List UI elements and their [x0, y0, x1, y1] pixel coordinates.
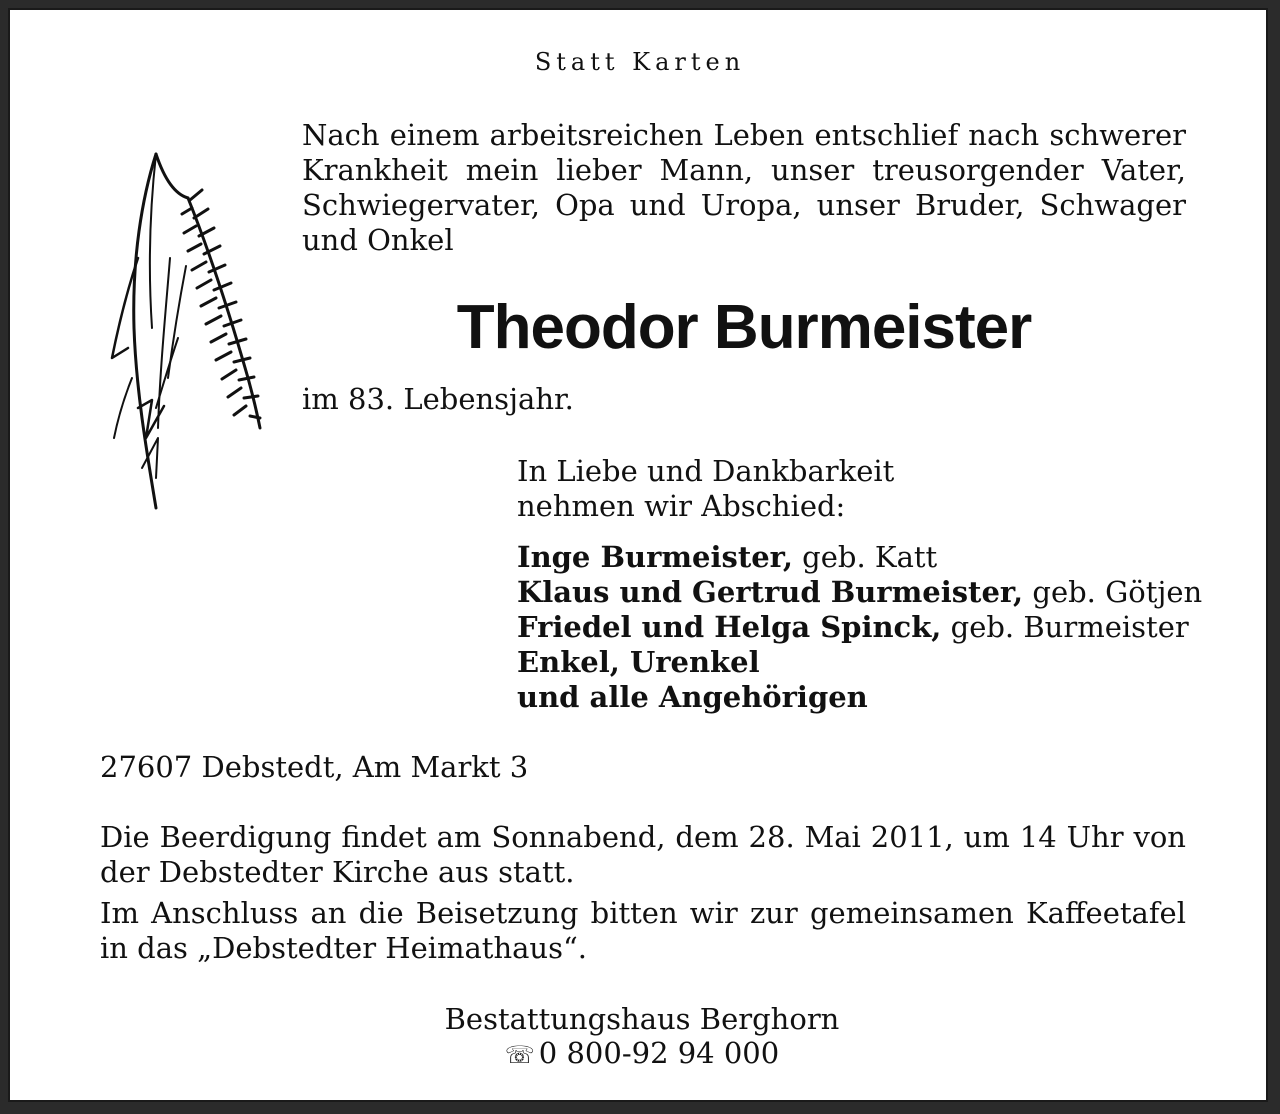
- farewell-text: [517, 454, 894, 524]
- mourner-entry: [517, 610, 1202, 645]
- age-line: im 83. Lebensjahr.: [302, 382, 574, 416]
- mourner-suffix: geb. Götjen: [1023, 575, 1203, 609]
- mourner-entry: [517, 680, 1202, 715]
- undertaker-phone: 0 800-92 94 000: [538, 1036, 780, 1070]
- undertaker-name: Bestattungshaus Berghorn: [444, 1002, 840, 1036]
- statt-karten-heading: Statt Karten: [534, 48, 746, 76]
- farewell-line: In Liebe und Dankbarkeit: [517, 454, 895, 488]
- deceased-name: Theodor Burmeister: [456, 293, 1032, 362]
- mourners-list: [517, 540, 1202, 715]
- farewell-line: nehmen wir Abschied:: [517, 489, 846, 523]
- funeral-text: Die Beerdigung findet am Sonnabend, dem 28. Mai 2011, um 14 Uhr von der Debstedter Kirche aus statt.: [100, 820, 1186, 889]
- mourner-name: Friedel und Helga Spinck,: [517, 610, 942, 644]
- telephone-icon: ☏: [504, 1041, 535, 1069]
- coffee-text: Im Anschluss an die Beisetzung bitten wir zur gemeinsamen Kaffeetafel in das „Debstedter Heimathaus“.: [100, 896, 1186, 965]
- mourner-name: Enkel, Urenkel: [517, 645, 760, 679]
- wheat-ear-icon: [98, 138, 278, 518]
- mourner-suffix: geb. Katt: [792, 540, 938, 574]
- mourner-entry: [517, 540, 1202, 575]
- obituary-card: [8, 8, 1268, 1102]
- mourner-suffix: geb. Burmeister: [941, 610, 1189, 644]
- mourner-name: und alle Angehörigen: [517, 680, 868, 714]
- mourner-entry: [517, 575, 1202, 610]
- address: 27607 Debstedt, Am Markt 3: [100, 750, 529, 784]
- intro-text: Nach einem arbeitsreichen Leben entschlief nach schwerer Krankheit mein lieber Mann, unser treusorgender Vater, Schwiegervater, Opa und Uropa, unser Bruder, Schwager und Onkel: [302, 118, 1186, 257]
- mourner-name: Inge Burmeister,: [517, 540, 793, 574]
- mourner-name: Klaus und Gertrud Burmeister,: [517, 575, 1024, 609]
- mourner-entry: [517, 645, 1202, 680]
- undertaker-phone-line: [10, 1036, 1274, 1072]
- undertaker-block: [10, 1002, 1274, 1072]
